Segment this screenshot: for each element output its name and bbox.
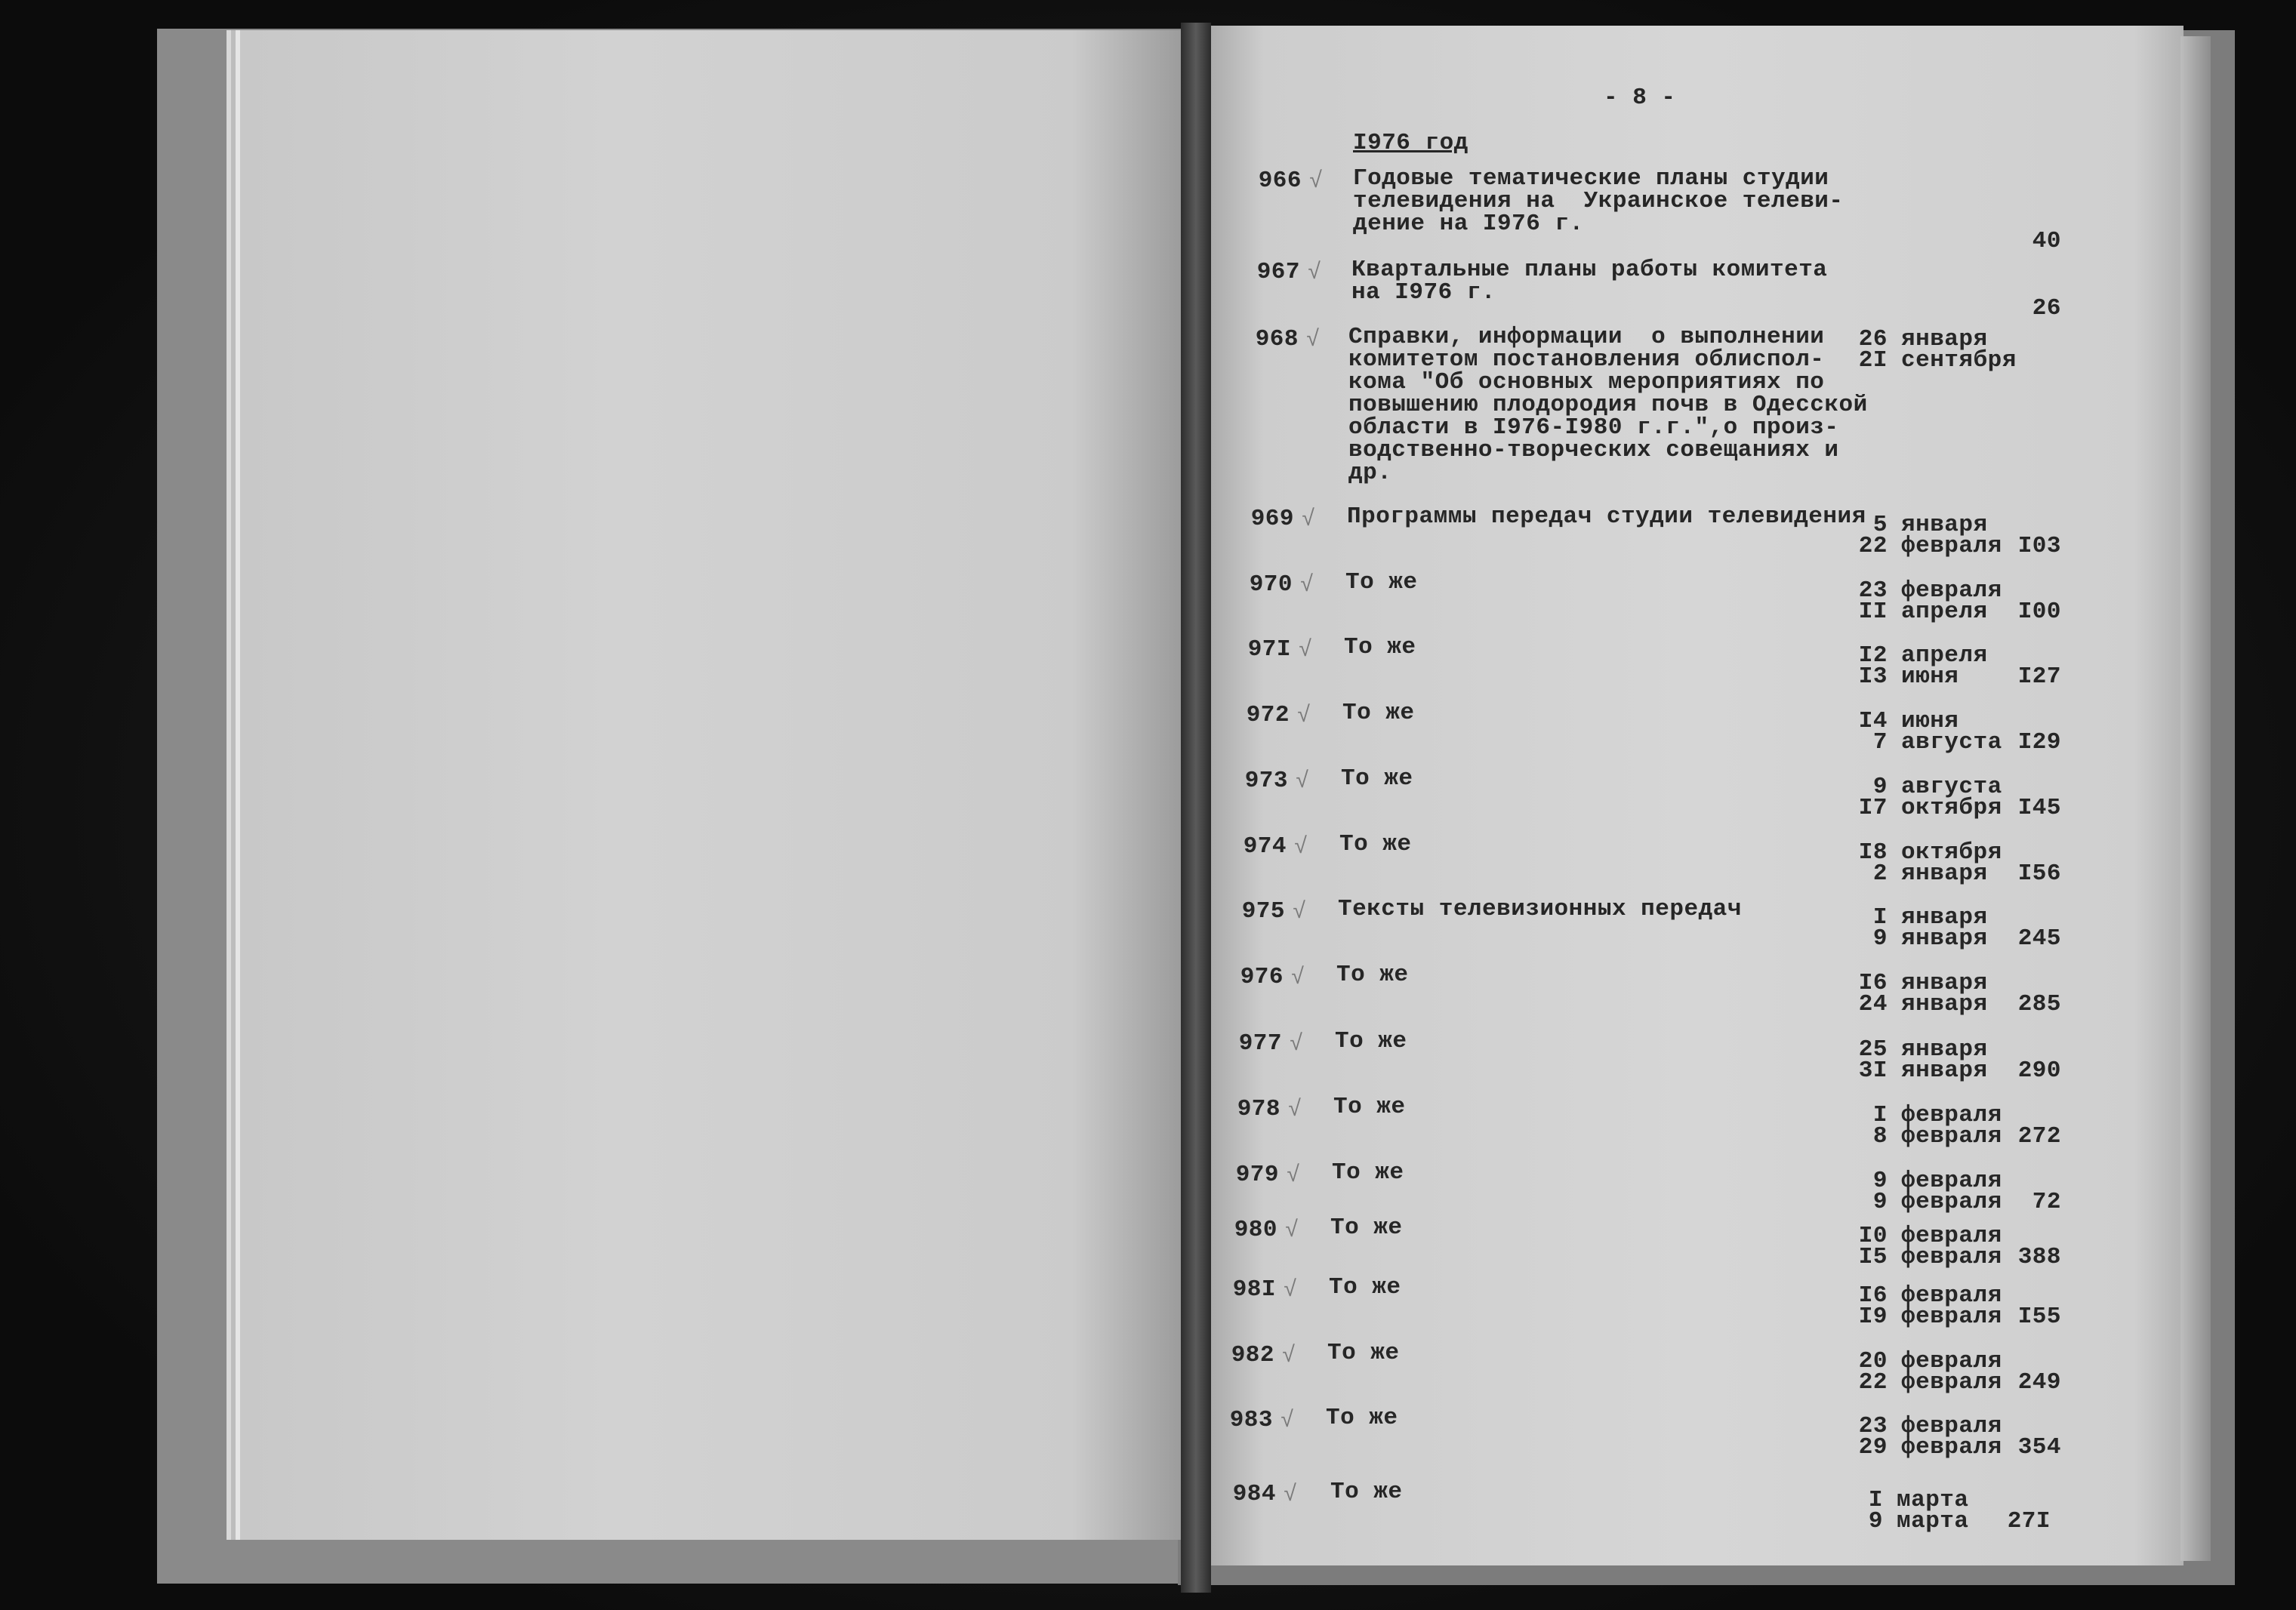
inventory-entry [0,165,2296,254]
entry-number: 979 [1235,1162,1279,1188]
date-to-day: 7 [1872,729,1888,756]
date-to-month: июня [1901,663,1959,690]
date-to-month: января [1901,925,1988,952]
sheet-count: 272 [2017,1123,2061,1150]
entry-number: 975 [1241,898,1285,925]
inventory-entry [0,896,2296,952]
date-from-month: июня [1901,708,1959,734]
sheet-count: I03 [2017,533,2061,559]
date-from-day: I0 [1858,1223,1888,1249]
date-from-month: февраля [1901,577,2002,604]
sheet-count: 388 [2017,1244,2061,1270]
entry-number: 969 [1250,506,1294,532]
date-to-month: апреля [1901,599,1988,625]
date-from-day: 25 [1858,1036,1888,1063]
date-from-month: января [1901,1036,1988,1063]
entry-number: 974 [1243,833,1287,860]
sheet-count: 72 [2032,1189,2061,1215]
date-to-month: сентября [1901,347,2017,374]
date-from-day: I6 [1858,1282,1888,1309]
inventory-entry [0,831,2296,887]
entry-title: То же [1345,569,1418,596]
date-from-month: апреля [1901,642,1988,669]
entry-title: Годовые тематические планы студии телевидения на Украинское телеви- дение на I976 г. [1353,165,1844,237]
sheet-count: I55 [2017,1304,2061,1330]
entry-title: Тексты телевизионных передач [1338,896,1742,922]
date-to-month: февраля [1901,1244,2002,1270]
date-from-day: 9 [1872,774,1888,800]
date-from-day: I4 [1858,708,1888,734]
checkmark: √ [1308,260,1322,286]
date-to-day: 9 [1872,1189,1888,1215]
entry-number: 984 [1232,1481,1276,1507]
date-to-day: 8 [1872,1123,1888,1150]
entry-number: 968 [1255,326,1299,352]
date-from-month: января [1901,970,1988,996]
checkmark: √ [1300,573,1314,599]
date-to-month: февраля [1901,1304,2002,1330]
date-from-month: февраля [1901,1223,2002,1249]
date-to-day: 3I [1858,1057,1888,1084]
date-to-month: февраля [1901,1123,2002,1150]
inventory-entry [0,1340,2296,1396]
date-from-month: января [1901,904,1988,931]
date-to-day: II [1858,599,1888,625]
inventory-entry [0,1214,2296,1270]
date-to-day: 29 [1858,1434,1888,1461]
entry-number: 977 [1238,1030,1282,1057]
date-from-day: 20 [1858,1348,1888,1375]
sheet-count: 27I [2007,1508,2051,1535]
entry-title: То же [1330,1214,1403,1241]
entry-number: 967 [1256,259,1300,285]
date-from-day: I [1872,904,1888,931]
entry-title: То же [1341,765,1413,792]
checkmark: √ [1285,1218,1299,1244]
inventory-entry [0,1094,2296,1150]
date-to-month: февраля [1901,1189,2002,1215]
entry-title: То же [1335,1028,1407,1054]
entry-title: То же [1333,1094,1406,1120]
entry-title: То же [1344,634,1416,660]
inventory-entry [0,1479,2296,1535]
inventory-entry [0,700,2296,756]
date-to-day: 2 [1872,860,1888,887]
inventory-entry [0,765,2296,821]
checkmark: √ [1282,1344,1296,1369]
checkmark: √ [1281,1408,1295,1434]
checkmark: √ [1294,835,1308,860]
date-to-month: марта [1897,1508,1969,1535]
checkmark: √ [1293,900,1307,925]
date-from-day: 5 [1872,512,1888,538]
entry-number: 972 [1246,702,1290,728]
date-to-month: февраля [1901,1369,2002,1396]
date-to-day: 22 [1858,533,1888,559]
inventory-entry [0,634,2296,690]
date-to-month: февраля [1901,533,2002,559]
checkmark: √ [1309,169,1324,195]
date-from-day: I2 [1858,642,1888,669]
date-to-day: 24 [1858,991,1888,1017]
entry-number: 980 [1234,1217,1277,1243]
date-from-day: I8 [1858,839,1888,866]
date-from-month: октября [1901,839,2002,866]
date-from-month: января [1901,326,1988,352]
date-to-month: января [1901,991,1988,1017]
sheet-count: 26 [2032,295,2061,322]
inventory-entry [0,257,2296,322]
inventory-entry [0,1274,2296,1330]
year-heading: I976 год [1353,130,1469,156]
date-from-day: I [1868,1487,1883,1513]
entry-title: То же [1330,1479,1403,1505]
checkmark: √ [1306,328,1321,353]
entry-title: То же [1339,831,1412,857]
checkmark: √ [1284,1278,1298,1304]
date-to-day: I9 [1858,1304,1888,1330]
checkmark: √ [1288,1097,1302,1123]
date-from-month: февраля [1901,1102,2002,1128]
date-to-month: января [1901,860,1988,887]
page-number: - 8 - [1604,85,1676,111]
date-to-day: 9 [1872,925,1888,952]
left-page-blank [240,30,1185,1540]
date-from-month: февраля [1901,1348,2002,1375]
date-to-day: I3 [1858,663,1888,690]
entry-title: Программы передач студии телевидения [1347,503,1866,530]
sheet-count: I56 [2017,860,2061,887]
sheet-count: I27 [2017,663,2061,690]
date-to-day: 22 [1858,1369,1888,1396]
date-to-month: февраля [1901,1434,2002,1461]
checkmark: √ [1296,769,1310,795]
entry-number: 983 [1229,1407,1273,1433]
entry-number: 982 [1231,1342,1274,1368]
entry-title: То же [1332,1159,1404,1186]
date-from-day: 23 [1858,1413,1888,1439]
checkmark: √ [1291,965,1305,991]
entry-title: То же [1336,962,1409,988]
checkmark: √ [1287,1163,1301,1189]
checkmark: √ [1290,1032,1304,1057]
entry-title: То же [1326,1405,1398,1431]
entry-title: То же [1327,1340,1400,1366]
entry-number: 978 [1237,1096,1281,1122]
sheet-count: 285 [2017,991,2061,1017]
sheet-count: 290 [2017,1057,2061,1084]
sheet-count: 249 [2017,1369,2061,1396]
inventory-entry [0,1028,2296,1084]
date-from-month: февраля [1901,1413,2002,1439]
date-to-day: I5 [1858,1244,1888,1270]
inventory-entry [0,503,2296,559]
entry-number: 98I [1232,1276,1276,1303]
entry-number: 970 [1249,571,1293,598]
date-to-day: I7 [1858,795,1888,821]
date-to-month: января [1901,1057,1988,1084]
inventory-entry [0,962,2296,1017]
date-from-day: 9 [1872,1168,1888,1194]
entry-title: Квартальные планы работы комитета на I976 г. [1351,257,1828,306]
checkmark: √ [1299,638,1313,663]
date-to-month: октября [1901,795,2002,821]
date-from-day: 23 [1858,577,1888,604]
sheet-count: I00 [2017,599,2061,625]
sheet-count: 354 [2017,1434,2061,1461]
sheet-count: 245 [2017,925,2061,952]
entry-title: Справки, информации о выполнении комитетом постановления облиспол- кома "Об основных мероприятиях по повышению плодородия почв в Одесской области в I976-I980 г.г.",о произ- водственно-творческих совещаниях и др. [1348,324,1868,486]
date-from-month: января [1901,512,1988,538]
checkmark: √ [1302,507,1316,533]
entry-number: 973 [1244,768,1288,794]
checkmark: √ [1297,703,1311,729]
date-to-day: 2I [1858,347,1888,374]
sheet-count: 40 [2032,228,2061,254]
date-from-day: I [1872,1102,1888,1128]
sheet-count: I29 [2017,729,2061,756]
inventory-entry [0,569,2296,625]
entry-number: 97I [1247,636,1291,663]
date-from-day: I6 [1858,970,1888,996]
date-from-day: 26 [1858,326,1888,352]
entry-title: То же [1342,700,1415,726]
inventory-entry [0,1405,2296,1461]
inventory-entry [0,324,2296,486]
entry-number: 966 [1258,168,1302,194]
inventory-entry [0,1159,2296,1215]
date-from-month: марта [1897,1487,1969,1513]
date-from-month: августа [1901,774,2002,800]
date-from-month: февраля [1901,1168,2002,1194]
entry-number: 976 [1240,964,1284,990]
entry-title: То же [1329,1274,1401,1301]
checkmark: √ [1284,1482,1298,1508]
date-to-day: 9 [1868,1508,1883,1535]
date-from-month: февраля [1901,1282,2002,1309]
sheet-count: I45 [2017,795,2061,821]
date-to-month: августа [1901,729,2002,756]
